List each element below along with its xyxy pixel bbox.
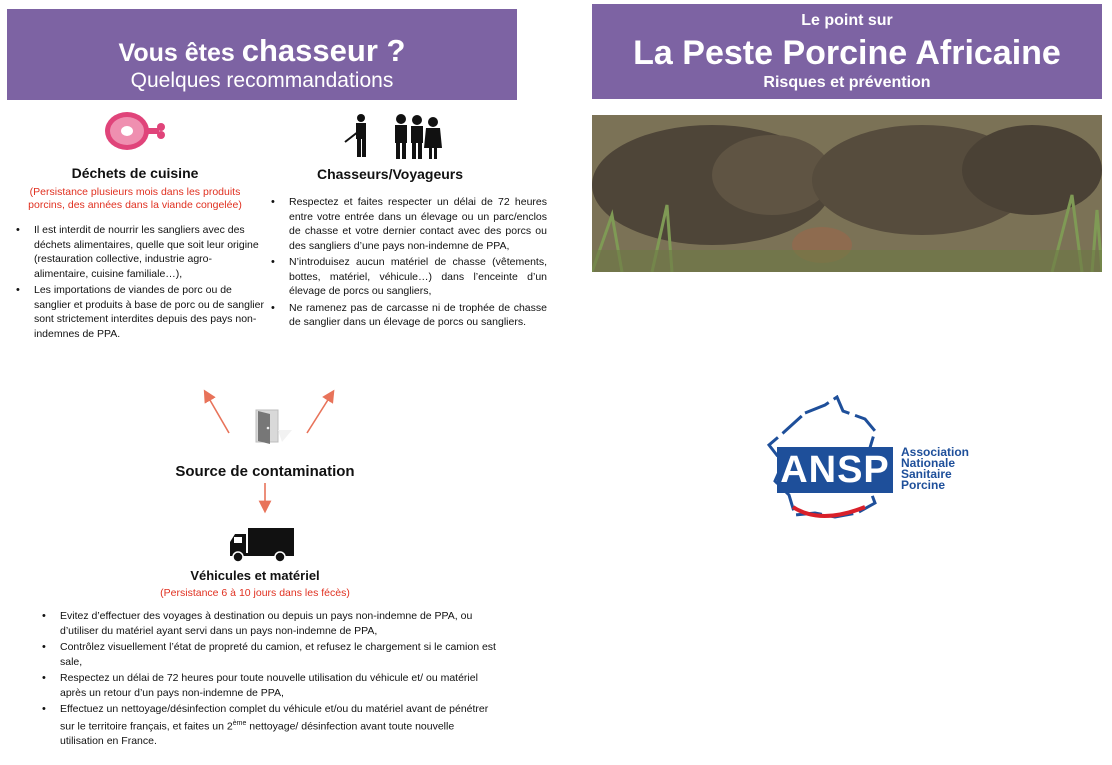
ansp-line: Nationale: [901, 456, 956, 470]
hunters-title: Chasseurs/Voyageurs: [316, 166, 464, 182]
list-item: • Les importations de viandes de porc ou de sanglier et produits à base de porc ou de sanglier sont strictement interdites depuis des pays non-indemnes de PPA.: [34, 283, 266, 341]
banner-subtitle: Quelques recommandations: [130, 69, 394, 92]
ansp-line: Association: [901, 445, 970, 459]
right-banner-kicker: Le point sur: [801, 12, 893, 29]
hunters-travelers-icon: [343, 112, 443, 160]
ansp-line: Sanitaire: [901, 467, 952, 481]
kitchen-list: [12, 223, 266, 343]
vehicles-note: (Persistance 6 à 10 jours dans les fécès): [160, 587, 350, 599]
list-item: • Evitez d’effectuer des voyages à destination ou depuis un pays non-indemne de PPA, ou d’utiliser du matériel ayant servi dans un pays non-indemne de PPA,: [60, 609, 496, 638]
list-item: • Ne ramenez pas de carcasse ni de trophée de chasse de sanglier dans un élevage de porcs ou sangliers.: [289, 301, 547, 330]
wild-boars-photo: [592, 115, 1102, 272]
list-item: • Respectez et faites respecter un délai de 72 heures entre votre entrée dans un élevage ou un parc/enclos de chasse et votre dernier contact avec des porcs ou des sangliers d’une pays non-indemne de PPA,: [289, 195, 547, 253]
list-item: • Il est interdit de nourrir les sangliers avec des déchets alimentaires, quelle que soit leur origine (restauration collective, industrie agro-alimentaire, cuisine familiale…),: [34, 223, 266, 281]
last-item-text: Effectuez un nettoyage/désinfection complet du véhicule et/ou du matériel avant de pénétrer sur le territoire français, et faites un 2: [60, 703, 489, 732]
vehicles-list: [38, 609, 496, 750]
headline-highlight: chasseur ?: [241, 33, 406, 68]
left-banner: [7, 9, 517, 100]
list-item: • Respectez un délai de 72 heures pour toute nouvelle utilisation du véhicule et/ ou matériel après un retour d’un pays non-indemne de PPA,: [60, 671, 496, 700]
kitchen-note: [15, 186, 255, 212]
ansp-name: [901, 447, 969, 491]
right-banner-subtitle: Risques et prévention: [763, 74, 931, 91]
kitchen-title: Déchets de cuisine: [71, 165, 199, 181]
last-item-text-end: nettoyage/ désinfection avant toute nouvelle utilisation en France.: [60, 720, 455, 747]
hunters-list: [267, 195, 547, 332]
source-title: Source de contamination: [175, 463, 355, 480]
banner-headline: [7, 33, 517, 69]
kitchen-note-line1: (Persistance plusieurs mois dans les produits: [29, 186, 241, 198]
kitchen-note-line2: porcins, des années dans la viande congelée): [28, 199, 242, 211]
superscript: ème: [232, 719, 247, 727]
list-item: [60, 702, 496, 748]
truck-icon: [228, 526, 296, 564]
right-banner: [592, 4, 1102, 99]
vehicles-title: Véhicules et matériel: [190, 568, 320, 583]
contamination-arrows: [195, 385, 345, 515]
boars-illustration: [592, 115, 1102, 272]
right-banner-title: La Peste Porcine Africaine: [633, 34, 1061, 72]
door-icon: [252, 408, 296, 448]
ansp-acronym: ANSP: [780, 449, 890, 491]
ham-icon: [103, 108, 169, 154]
list-item: • N’introduisez aucun matériel de chasse (vêtements, bottes, matériel, véhicule…) dans l’enceinte d’un élevage de porcs ou sangliers,: [289, 255, 547, 299]
ansp-logo-box: [777, 447, 893, 493]
headline-prefix: Vous êtes: [118, 39, 235, 67]
ansp-line: Porcine: [901, 478, 946, 492]
list-item: • Contrôlez visuellement l’état de propreté du camion, et refusez le chargement si le camion est sale,: [60, 640, 496, 669]
